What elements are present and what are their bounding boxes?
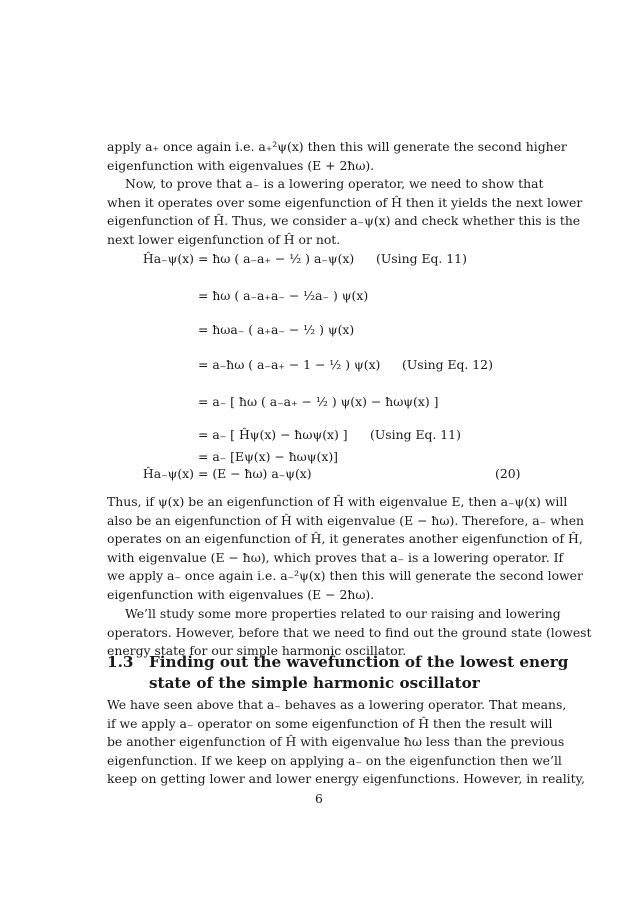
section-title-line: Finding out the wavefunction of the lowest energ [149,653,569,671]
paragraph-lowering-conclusion [107,493,585,605]
text-line: be another eigenfunction of Ĥ with eigenvalue ħω less than the previous [107,734,565,750]
text-line: apply a₊ once again i.e. a₊²ψ(x) then this will generate the second higher [107,139,567,154]
section-number: 1.3 [107,653,134,671]
text-line: energy state for our simple harmonic oscillator. [107,643,407,659]
text-line: We have seen above that a₋ behaves as a lowering operator. That means, [107,697,567,712]
text-line: also be an eigenfunction of Ĥ with eigenvalue (E − ħω). Therefore, a₋ when [107,512,585,528]
text-line: with eigenvalue (E − ħω), which proves that a₋ is a lowering operator. If [107,549,564,565]
section-heading [107,652,569,696]
equation-rhs: = a₋ [ Ĥψ(x) − ħωψ(x) ] [198,427,348,442]
equation-number: (20) [495,466,521,481]
text-line: eigenfunction of Ĥ. Thus, we consider a₋ψ(x) and check whether this is the [107,213,581,229]
equation-rhs: = (E − ħω) a₋ψ(x) [198,466,312,481]
equation-rhs: = ħω ( a₋a₊ − ½ ) a₋ψ(x) [198,251,355,266]
text-line: eigenfunction. If we keep on applying a₋ on the eigenfunction then we’ll [107,752,562,768]
text-line: eigenfunction with eigenvalues (E − 2ħω). [107,586,375,602]
section-title-line: state of the simple harmonic oscillator [149,674,480,692]
text-line: We’ll study some more properties related to our raising and lowering [125,606,561,621]
text-line: Thus, if ψ(x) be an eigenfunction of Ĥ with eigenvalue E, then a₋ψ(x) will [107,494,568,509]
equation-note: (Using Eq. 11) [376,251,467,266]
equation-rhs: = a₋ħω ( a₋a₊ − 1 − ½ ) ψ(x) [198,357,381,372]
text-line: operators. However, before that we need to find out the ground state (lowest [107,624,592,640]
text-line: we apply a₋ once again i.e. a₋²ψ(x) then this will generate the second lower [107,568,583,584]
text-line: Now, to prove that a₋ is a lowering operator, we need to show that [125,176,544,191]
equation-note: (Using Eq. 11) [370,427,461,442]
text-line: operates on an eigenfunction of Ĥ, it generates another eigenfunction of Ĥ, [107,531,583,547]
paragraph-lowering-intro [107,175,583,249]
text-line: if we apply a₋ operator on some eigenfunction of Ĥ then the result will [107,715,553,731]
equation-rhs: = ħωa₋ ( a₊a₋ − ½ ) ψ(x) [198,322,355,337]
text-line: when it operates over some eigenfunction of Ĥ then it yields the next lower [107,194,583,210]
paragraph-section-body [107,696,585,789]
paragraph-raising-conclusion [107,138,567,175]
equation-lhs: Ĥa₋ψ(x) [142,466,194,481]
text-line: eigenfunction with eigenvalues (E + 2ħω). [107,157,375,173]
equation-rhs: = a₋ [Eψ(x) − ħωψ(x)] [198,449,338,464]
text-line: next lower eigenfunction of Ĥ or not. [107,231,341,247]
equation-lhs: Ĥa₋ψ(x) [142,251,194,266]
text-line: keep on getting lower and lower energy eigenfunctions. However, in reality, [107,771,585,787]
equation-rhs: = ħω ( a₋a₊a₋ − ½a₋ ) ψ(x) [198,288,369,303]
equation-rhs: = a₋ [ ħω ( a₋a₊ − ½ ) ψ(x) − ħωψ(x) ] [198,394,439,409]
equation-note: (Using Eq. 12) [402,357,493,372]
page-number: 6 [315,791,323,806]
